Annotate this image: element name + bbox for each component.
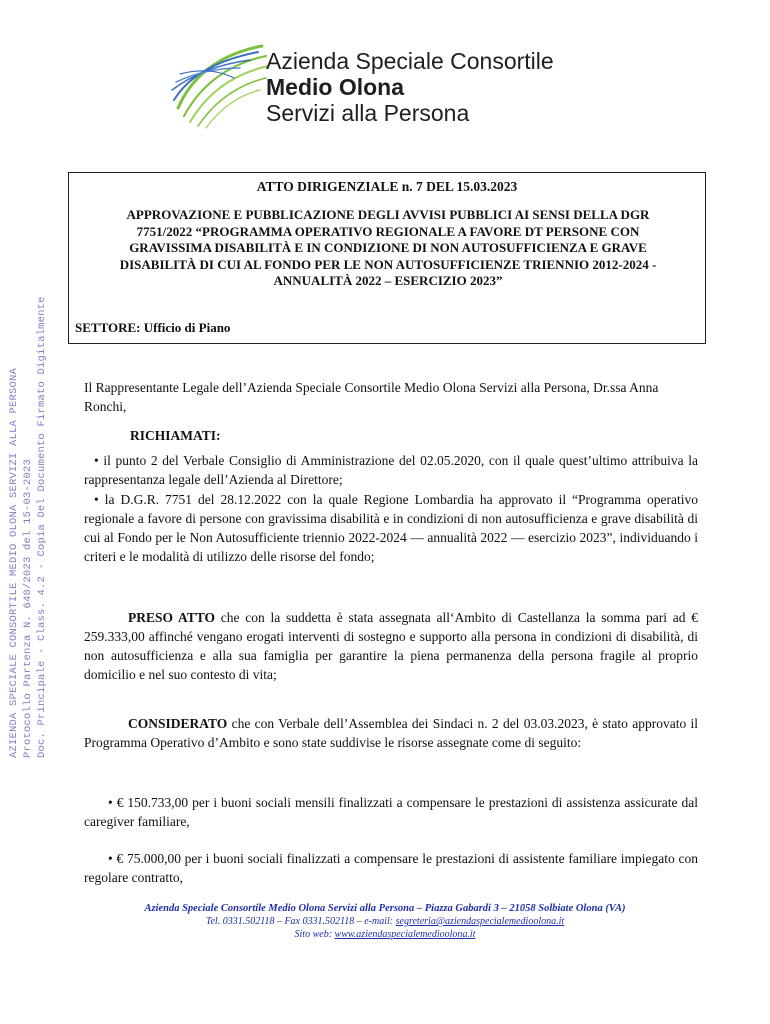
allocation-item-2 [84,849,698,887]
stamp-line-3: Doc. Principale - Class. 4.2 - Copia Del Documento Firmato Digitalmente [36,296,48,758]
swoosh-logo-icon [170,38,270,130]
considerato-text: che con Verbale dell’Assemblea dei Sindaci n. 2 del 03.03.2023, è stato approvato il Programma Operativo d’Ambito e sono state suddivise le risorse assegnate come di seguito: [84,716,698,750]
allocation-item-2-text: • € 75.000,00 per i buoni sociali finalizzati a compensare le prestazioni di assistente familiare impiegato con regolare contratto, [84,851,698,885]
intro-paragraph: Il Rappresentante Legale dell’Azienda Speciale Consortile Medio Olona Servizi alla Persona, Dr.ssa Anna Ronchi, [84,380,659,414]
allocation-item-1-text: • € 150.733,00 per i buoni sociali mensili finalizzati a compensare le prestazioni di assistenza assicurate dal caregiver familiare, [84,795,698,829]
footer-website-label: Sito web: [294,929,335,940]
page-footer [60,902,710,941]
preso-atto-label: PRESO ATTO [128,610,216,625]
company-logo [170,38,620,130]
act-subject: APPROVAZIONE E PUBBLICAZIONE DEGLI AVVISI PUBBLICI AI SENSI DELLA DGR 7751/2022 “PROGRAMMA OPERATIVO REGIONALE A FAVORE DT PERSONE CON GRAVISSIMA DISABILITÀ E IN CONDIZIONE DI NON AUTOSUFFICIENZA E GRAVE DISABILITÀ DI CUI AL FONDO PER LE NON AUTOSUFFICIENZE TRIENNIO 2012-2024 -ANNUALITÀ 2022 – ESERCIZIO 2023” [119,207,657,288]
stamp-line-2: Protocollo Partenza N. 648/2023 del 15-03-2023 [22,458,34,758]
logo-text [266,48,554,126]
footer-phone-fax: Tel. 0331.502118 – Fax 0331.502118 – e-mail: [205,916,396,927]
logo-line-2: Medio Olona [266,74,404,100]
act-title: ATTO DIRIGENZIALE n. 7 DEL 15.03.2023 [256,179,518,194]
footer-website [60,928,710,941]
logo-line-1: Azienda Speciale Consortile [266,48,554,74]
footer-email-link[interactable]: segreteria@aziendaspecialemedioolona.it [395,916,565,927]
richiamati-heading: RICHIAMATI: [130,428,221,443]
footer-website-link[interactable]: www.aziendaspecialemedioolona.it [334,929,476,940]
richiamati-item-1: • il punto 2 del Verbale Consiglio di Amministrazione del 02.05.2020, con il quale quest’ultimo attribuiva la rappresentanza legale dell’Azienda al Direttore; [84,453,698,487]
act-sector: SETTORE: Ufficio di Piano [75,320,231,335]
richiamati-item-2-text: la D.G.R. 7751 del 28.12.2022 con la quale Regione Lombardia ha approvato il “Programma operativo regionale a favore di persone con gravissima disabilità e in condizioni di non autosufficienza e grave disabilità di cui al Fondo per le Non Autosufficiente triennio 2022-2024 — annualità 2022 — esercizio 2023”, individuando i criteri e le modalità di utilizzo delle risorse del fondo; [84,492,698,564]
act-header-box [68,172,706,344]
logo-line-3: Servizi alla Persona [266,100,470,126]
preso-atto-text: che con la suddetta è stata assegnata all‘Ambito di Castellanza la somma pari ad € 259.333,00 affinché vengano erogati interventi di sostegno e supporto alla persona in condizioni di disabilità, di non autosufficienza e alla sua famiglia per garantire la piena permanenza della persona fragile al proprio domicilio e nel suo contesto di vita; [84,610,698,682]
stamp-line-1: AZIENDA SPECIALE CONSORTILE MEDIO OLONA SERVIZI ALLA PERSONA [8,367,20,758]
footer-address: Azienda Speciale Consortile Medio Olona Servizi alla Persona – Piazza Gabardi 3 – 21058 Solbiate Olona (VA) [144,903,626,914]
considerato-label: CONSIDERATO [128,716,228,731]
considerato-paragraph [84,714,698,752]
richiamati-item-2: • la D.G.R. 7751 del 28.12.2022 con la quale Regione Lombardia ha approvato il “Programma operativo regionale a favore di persone con gravissima disabilità e in condizioni di non autosufficienza e grave disabilità di cui al Fondo per le Non Autosufficiente triennio 2022-2024 — annualità 2022 — esercizio 2023”, individuando i criteri e le modalità di utilizzo delle risorse del fondo; [84,492,698,564]
footer-contacts [60,915,710,928]
protocol-stamp [2,290,72,760]
allocation-item-1 [84,793,698,831]
richiamati-item-1-text: il punto 2 del Verbale Consiglio di Amministrazione del 02.05.2020, con il quale quest’ultimo attribuiva la rappresentanza legale dell’Azienda al Direttore; [84,453,698,487]
preso-atto-paragraph [84,608,698,684]
